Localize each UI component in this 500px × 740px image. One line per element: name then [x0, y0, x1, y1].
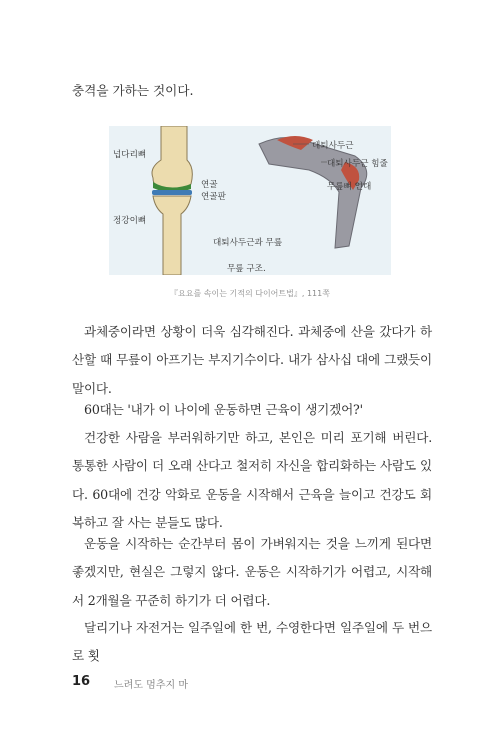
- label-femur: 넙다리뼈: [113, 150, 147, 160]
- paragraph-start-exercise: 운동을 시작하는 순간부터 몸이 가벼워지는 것을 느끼게 된다면 좋겠지만, 현실은 그렇지 않다. 운동은 시작하기가 어렵고, 시작해서 2개월을 꾸준히 하기가 더 어렵다.: [72, 536, 432, 608]
- meniscus-mark: [152, 190, 192, 195]
- label-cartilage-plate: 연골판: [201, 192, 226, 202]
- label-quad-knee: 대퇴사두근과 무릎: [213, 238, 283, 248]
- paragraph-running-cycling: 달리기나 자전거는 일주일에 한 번, 수영한다면 일주일에 두 번으로 횟: [72, 620, 432, 664]
- figure-caption: 『요요를 속이는 기적의 다이어트법』, 111쪽: [170, 289, 330, 298]
- label-patellar-ligament: 무릎뼈 인대: [327, 182, 372, 192]
- paragraph-overweight: 과체중이라면 상황이 더욱 심각해진다. 과체중에 산을 갔다가 하산할 때 무릎이 아프기는 부지기수이다. 내가 삼사십 대에 그랬듯이 말이다.: [72, 324, 432, 396]
- running-title: 느려도 멈추지 마: [114, 680, 188, 691]
- label-quad-tendon: 대퇴사두근 힘줄: [327, 159, 388, 169]
- tibia-bone: [153, 196, 191, 275]
- paragraph-healthy-people: 건강한 사람을 부러워하기만 하고, 본인은 미리 포기해 버린다. 통통한 사람이 더 오래 산다고 철저히 자신을 합리화하는 사람도 있다. 60대에 건강 악화로 운동을 시작해서 근육을 늘이고 건강도 회복하고 잘 사는 분들도 많다.: [72, 430, 432, 531]
- page-number: 16: [72, 674, 91, 689]
- bent-leg: [259, 137, 367, 248]
- femur-bone: [152, 126, 192, 190]
- figure-title: 무릎 구조.: [227, 264, 266, 274]
- label-cartilage: 연골: [201, 180, 218, 190]
- paragraph-sixties-quote: 60대는 '내가 이 나이에 운동하면 근육이 생기겠어?': [84, 402, 363, 417]
- label-quadriceps: 대퇴사두근: [312, 141, 354, 151]
- knee-structure-figure: [109, 126, 391, 275]
- label-tibia: 정강이뼈: [113, 216, 147, 226]
- paragraph-top-fragment: 충격을 가하는 것이다.: [72, 83, 194, 98]
